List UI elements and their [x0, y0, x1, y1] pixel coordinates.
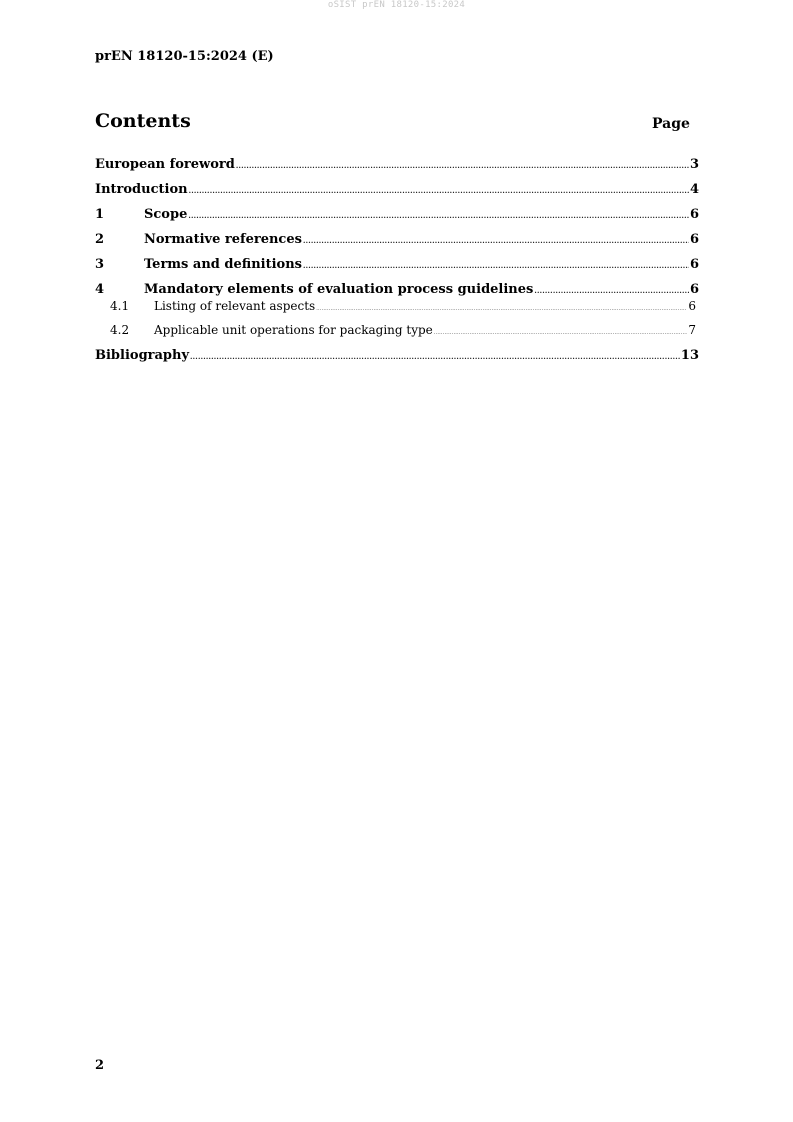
toc-entry-title: European foreword — [95, 157, 235, 172]
toc-entry-number: 1 — [95, 207, 105, 222]
toc-entry-title: Applicable unit operations for packaging type — [154, 323, 433, 337]
dot-leader — [190, 346, 680, 359]
toc-entry-title: Scope — [144, 207, 188, 222]
toc-entry-number: 4 — [95, 282, 105, 297]
toc-entry-page: 6 — [689, 282, 699, 297]
dot-leader — [434, 322, 688, 334]
toc-entry-title: Listing of relevant aspects — [154, 299, 316, 313]
document-identifier: prEN 18120-15:2024 (E) — [95, 49, 274, 64]
toc-entry-page: 6 — [689, 207, 699, 222]
page-column-label: Page — [652, 116, 690, 132]
toc-entry-applicable-unit-operations[interactable] — [95, 322, 699, 338]
toc-entry-page: 6 — [689, 257, 699, 272]
watermark: oSIST prEN 18120-15:2024 — [327, 0, 466, 10]
toc-entry-page: 6 — [689, 232, 699, 247]
dot-leader — [534, 280, 689, 293]
contents-heading: Contents — [95, 110, 191, 132]
toc-entry-title: Bibliography — [95, 348, 190, 363]
toc-entry-normative-references[interactable] — [95, 230, 699, 248]
toc-entry-terms-and-definitions[interactable] — [95, 255, 699, 273]
toc-entry-european-foreword[interactable] — [95, 155, 699, 173]
toc-entry-mandatory-elements[interactable] — [95, 280, 699, 298]
page-number: 2 — [95, 1058, 105, 1073]
dot-leader — [303, 255, 689, 268]
toc-entry-page: 7 — [688, 323, 696, 337]
toc-entry-title: Normative references — [144, 232, 302, 247]
toc-entry-introduction[interactable] — [95, 180, 699, 198]
dot-leader — [303, 230, 689, 243]
toc-entry-title: Mandatory elements of evaluation process guidelines — [144, 282, 534, 297]
toc-entry-listing-of-relevant-aspects[interactable] — [95, 298, 699, 314]
toc-entry-page: 4 — [689, 182, 699, 197]
dot-leader — [189, 180, 689, 193]
toc-entry-title: Introduction — [95, 182, 188, 197]
dot-leader — [188, 205, 689, 218]
toc-entry-number: 4.2 — [110, 323, 130, 337]
toc-entry-page: 6 — [688, 299, 696, 313]
dot-leader — [236, 155, 689, 168]
toc-entry-number: 2 — [95, 232, 105, 247]
toc-entry-number: 3 — [95, 257, 105, 272]
toc-entry-bibliography[interactable] — [95, 346, 699, 364]
toc-entry-page: 3 — [689, 157, 699, 172]
toc-entry-page: 13 — [680, 348, 699, 363]
dot-leader — [316, 298, 687, 310]
toc-entry-scope[interactable] — [95, 205, 699, 223]
toc-entry-number: 4.1 — [110, 299, 130, 313]
toc-entry-title: Terms and definitions — [144, 257, 302, 272]
